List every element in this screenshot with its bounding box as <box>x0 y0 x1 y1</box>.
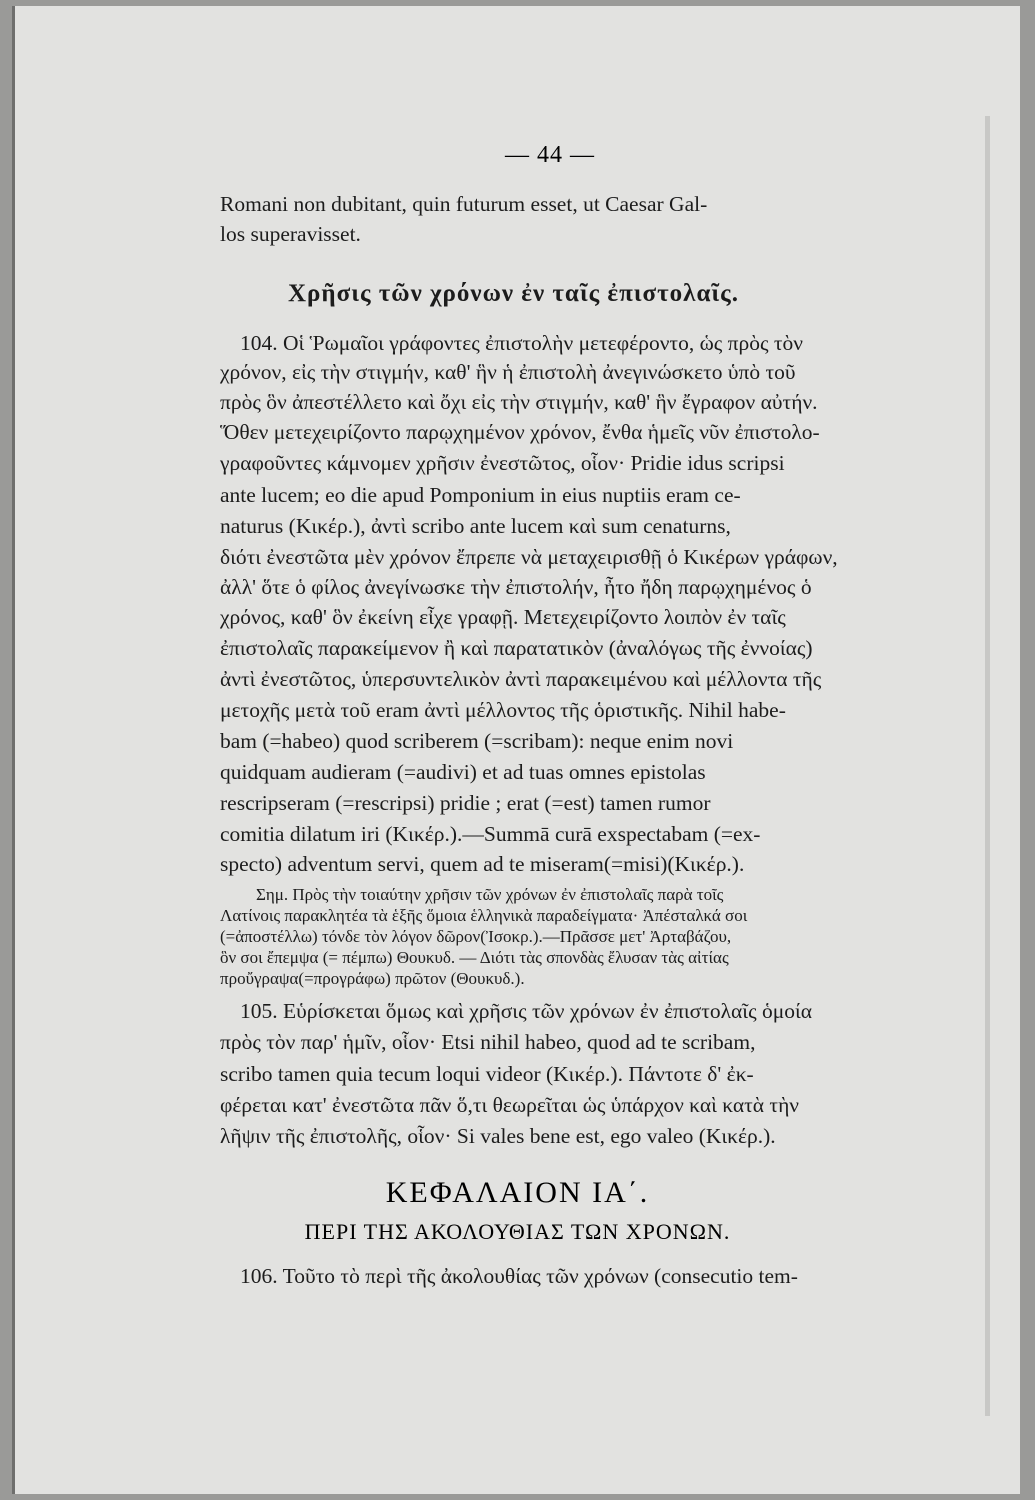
text-line: 106. Τοῦτο τὸ περὶ τῆς ἀκολουθίας τῶν χρόνων (consecutio tem- <box>240 1264 798 1288</box>
text-line: ἀλλ' ὅτε ὁ φίλος ἀνεγίνωσκε τὴν ἐπιστολήν, ἦτο ἤδη παρῳχημένος ὁ <box>220 575 812 599</box>
text-line: διότι ἐνεστῶτα μὲν χρόνον ἔπρεπε νὰ μεταχειρισθῇ ὁ Κικέρων γράφων, <box>220 545 838 569</box>
section-heading: Χρῆσις τῶν χρόνων ἐν ταῖς ἐπιστολαῖς. <box>288 280 739 307</box>
text-line: λῆψιν τῆς ἐπιστολῆς, οἷον· Si vales bene est, ego valeo (Κικέρ.). <box>220 1124 776 1148</box>
text-line: φέρεται κατ' ἐνεστῶτα πᾶν ὅ,τι θεωρεῖται ὡς ὑπάρχον καὶ κατὰ τὴν <box>220 1093 800 1117</box>
text-line: Romani non dubitant, quin futurum esset, ut Caesar Gal- <box>220 192 708 216</box>
text-line: specto) adventum servi, quem ad te miseram(=misi)(Κικέρ.). <box>220 852 745 876</box>
text-line: χρόνον, εἰς τὴν στιγμήν, καθ' ἣν ἡ ἐπιστολὴ ἀνεγινώσκετο ὑπὸ τοῦ <box>220 360 796 384</box>
chapter-title: ΚΕΦΑΛΑΙΟΝ ΙΑ΄. <box>385 1176 650 1209</box>
text-line: comitia dilatum iri (Κικέρ.).—Summā curā exspectabam (=ex- <box>220 822 761 846</box>
note-line: προὔγραψα(=προγράφω) πρῶτον (Θουκυδ.). <box>220 969 525 988</box>
text-line: rescripseram (=rescripsi) pridie ; erat (=est) tamen rumor <box>220 791 711 815</box>
text-line: πρὸς ὃν ἀπεστέλλετο καὶ ὄχι εἰς τὴν στιγμήν, καθ' ἣν ἔγραφον αὐτήν. <box>220 390 818 414</box>
text-line: χρόνος, καθ' ὃν ἐκείνη εἶχε γραφῇ. Μετεχειρίζοντο λοιπὸν ἐν ταῖς <box>220 605 786 629</box>
chapter-subtitle: ΠΕΡΙ ΤΗΣ ΑΚΟΛΟΥΘΙΑΣ ΤΩΝ ΧΡΟΝΩΝ. <box>304 1219 731 1244</box>
text-line: 105. Εὑρίσκεται ὅμως καὶ χρῆσις τῶν χρόνων ἐν ἐπιστολαῖς ὁμοία <box>240 999 813 1023</box>
text-line: quidquam audieram (=audivi) et ad tuas omnes epistolas <box>220 760 706 784</box>
note-line: ὃν σοι ἔπεμψα (= πέμπω) Θουκυδ. — Διότι τὰς σπονδὰς ἔλυσαν τὰς αἰτίας <box>220 948 729 967</box>
text-line: naturus (Κικέρ.), ἀντὶ scribo ante lucem καὶ sum cenaturns, <box>220 514 731 538</box>
text-line: bam (=habeo) quod scriberem (=scribam): neque enim novi <box>220 729 734 753</box>
text-line: los superavisset. <box>220 222 361 246</box>
text-line: scribo tamen quia tecum loqui videor (Κικέρ.). Πάντοτε δ' ἐκ- <box>220 1062 754 1086</box>
text-line: γραφοῦντες κάμνομεν χρῆσιν ἐνεστῶτος, οἷον· Pridie idus scripsi <box>220 451 785 475</box>
page-number: — 44 — <box>505 142 595 168</box>
text-line: μετοχῆς μετὰ τοῦ eram ἀντὶ μέλλοντος τῆς ὁριστικῆς. Nihil habe- <box>220 698 786 722</box>
text-line: Ὅθεν μετεχειρίζοντο παρῳχημένον χρόνον, ἔνθα ἡμεῖς νῦν ἐπιστολο- <box>220 420 820 444</box>
text-line: πρὸς τὸν παρ' ἡμῖν, οἷον· Etsi nihil habeo, quod ad te scribam, <box>220 1030 756 1054</box>
text-line: ante lucem; eo die apud Pomponium in eius nuptiis eram ce- <box>220 483 741 507</box>
note-line: Λατίνοις παρακλητέα τὰ ἑξῆς ὅμοια ἑλληνικὰ παραδείγματα· Ἀπέσταλκά σοι <box>220 906 748 925</box>
note-line: Σημ. Πρὸς τὴν τοιαύτην χρῆσιν τῶν χρόνων ἐν ἐπιστολαῖς παρὰ τοῖς <box>256 885 724 904</box>
text-line: ἐπιστολαῖς παρακείμενον ἢ καὶ παρατατικὸν (ἀναλόγως τῆς ἐννοίας) <box>220 636 813 660</box>
text-line: 104. Οἱ Ῥωμαῖοι γράφοντες ἐπιστολὴν μετεφέροντο, ὡς πρὸς τὸν <box>240 331 803 355</box>
note-line: (=ἀποστέλλω) τόνδε τὸν λόγον δῶρον(Ἰσοκρ.).—Πρᾶσσε μετ' Ἀρταβάζου, <box>220 927 732 946</box>
text-line: ἀντὶ ἐνεστῶτος, ὑπερσυντελικὸν ἀντὶ παρακειμένου καὶ μέλλοντα τῆς <box>220 667 822 691</box>
